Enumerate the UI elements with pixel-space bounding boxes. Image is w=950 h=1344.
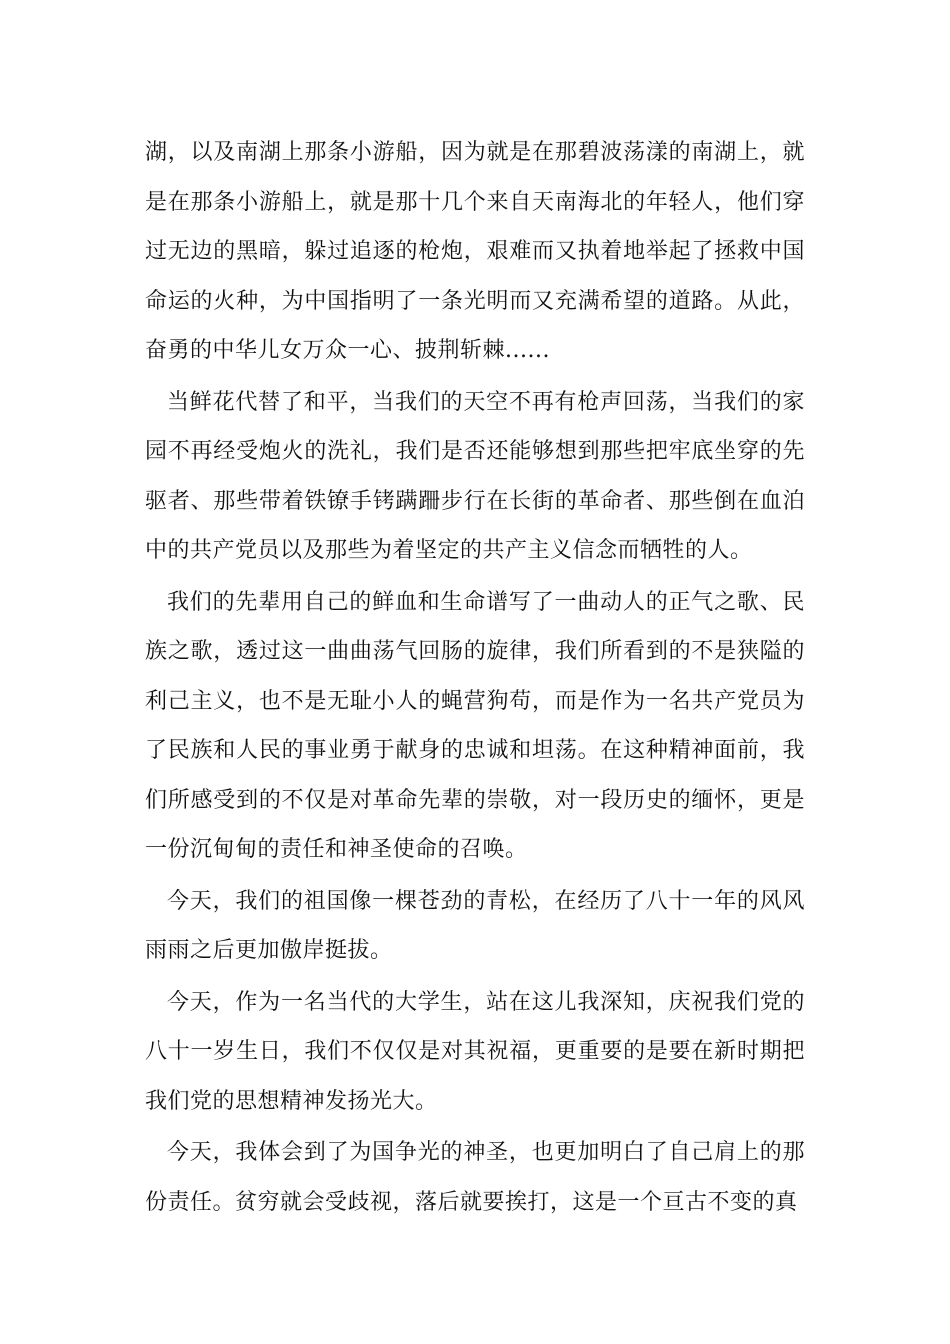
paragraph-responsibility: 今天，我体会到了为国争光的神圣，也更加明白了自己肩上的那份责任。贫穷就会受歧视，落后就要挨打，这是一个亘古不变的真 bbox=[145, 1140, 805, 1215]
paragraph-motherland: 今天，我们的祖国像一棵苍劲的青松，在经历了八十一年的风风雨雨之后更加傲岸挺拔。 bbox=[145, 888, 805, 963]
paragraph-ancestors: 我们的先辈用自己的鲜血和生命谱写了一曲动人的正气之歌、民族之歌，透过这一曲曲荡气回肠的旋律，我们所看到的不是狭隘的利己主义，也不是无耻小人的蝇营狗苟，而是作为一名共产党员为了民族和人民的事业勇于献身的忠诚和坦荡。在这种精神面前，我们所感受到的不仅是对革命先辈的崇敬，对一段历史的缅怀，更是一份沉甸甸的责任和神圣使命的召唤。 bbox=[145, 589, 805, 862]
paragraph-student: 今天，作为一名当代的大学生，站在这儿我深知，庆祝我们党的八十一岁生日，我们不仅仅是对其祝福，更重要的是要在新时期把我们党的思想精神发扬光大。 bbox=[145, 989, 805, 1114]
paragraph-peace: 当鲜花代替了和平，当我们的天空不再有枪声回荡，当我们的家园不再经受炮火的洗礼，我们是否还能够想到那些把牢底坐穿的先驱者、那些带着铁镣手铐蹒跚步行在长街的革命者、那些倒在血泊中的共产党员以及那些为着坚定的共产主义信念而牺牲的人。 bbox=[145, 389, 805, 563]
paragraph-continuation: 湖，以及南湖上那条小游船，因为就是在那碧波荡漾的南湖上，就是在那条小游船上，就是那十几个来自天南海北的年轻人，他们穿过无边的黑暗，躲过追逐的枪炮，艰难而又执着地举起了拯救中国命运的火种，为中国指明了一条光明而又充满希望的道路。从此，奋勇的中华儿女万众一心、披荆斩棘...... bbox=[145, 140, 805, 363]
document-body bbox=[145, 128, 805, 1229]
